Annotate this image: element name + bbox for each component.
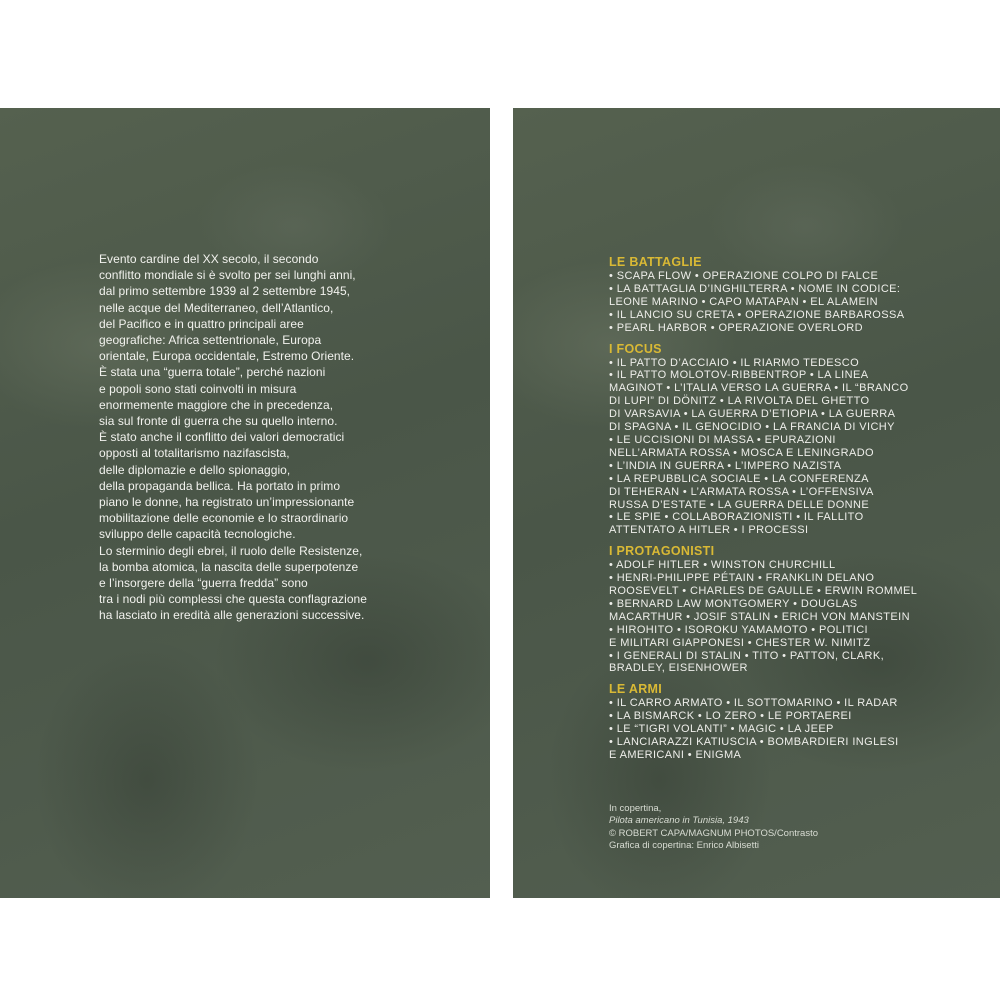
credit-copyright: © ROBERT CAPA/MAGNUM PHOTOS/Contrasto: [609, 827, 819, 839]
section-armi: [609, 682, 919, 762]
section-title: I FOCUS: [609, 341, 662, 356]
page-gutter: [490, 108, 513, 898]
series-contents: [609, 255, 919, 769]
section-protagonisti: [609, 544, 919, 675]
section-focus: [609, 342, 919, 538]
section-list: • IL CARRO ARMATO • IL SOTTOMARINO • IL RADAR • LA BISMARCK • LO ZERO • LE PORTAEREI • LE “TIGRI VOLANTI” • MAGIC • LA JEEP • LANCIARAZZI KATIUSCIA • BOMBARDIERI INGLESI E AMERICANI • ENIGMA: [609, 697, 899, 761]
credit-design: Grafica di copertina: Enrico Albisetti: [609, 839, 759, 851]
credit-photo-title: Pilota americano in Tunisia, 1943: [609, 815, 749, 827]
section-list: • SCAPA FLOW • OPERAZIONE COLPO DI FALCE • LA BATTAGLIA D’INGHILTERRA • NOME IN CODICE: LEONE MARINO • CAPO MATAPAN • EL ALAMEIN • IL LANCIO SU CRETA • OPERAZIONE BARBAROSSA • PEARL HARBOR • OPERAZIONE OVERLORD: [609, 270, 905, 334]
section-list: • ADOLF HITLER • WINSTON CHURCHILL • HENRI-PHILIPPE PÉTAIN • FRANKLIN DELANO ROOSEVELT • CHARLES DE GAULLE • ERWIN ROMMEL • BERNARD LAW MONTGOMERY • DOUGLAS MACARTHUR • JOSIF STALIN • ERICH VON MANSTEIN • HIROHITO • ISOROKU YAMAMOTO • POLITICI E MILITARI GIAPPONESI • CHESTER W. NIMITZ • I GENERALI DI STALIN • TITO • PATTON, CLARK, BRADLEY, EISENHOWER: [609, 559, 918, 675]
section-title: I PROTAGONISTI: [609, 544, 715, 559]
credit-line: In copertina,: [609, 803, 662, 814]
section-title: LE ARMI: [609, 682, 663, 697]
cover-blurb: Evento cardine del XX secolo, il secondo conflitto mondiale si è svolto per sei lunghi anni, dal primo settembre 1939 al 2 settembre 1945, nelle acque del Mediterraneo, dell’Atlantico, del Pacifico e in quattro principali aree geografiche: Africa settentrionale, Europa orientale, Europa occidentale, Estremo Oriente. È stata una “guerra totale”, perché nazioni e popoli sono stati coinvolti in misura enormemente maggiore che in precedenza, sia sul fronte di guerra che su quello interno. È stato anche il conflitto dei valori democratici opposti al totalitarismo nazifascista, delle diplomazie e dello spionaggio, della propaganda bellica. Ha portato in primo piano le donne, ha registrato un’impressionante mobilitazione delle economie e lo straordinario sviluppo delle capacità tecnologiche. Lo sterminio degli ebrei, il ruolo delle Resistenze, la bomba atomica, la nascita delle superpotenze e l’insorgere della “guerra fredda” sono tra i nodi più complessi che questa conflagrazione ha lasciato in eredità alle generazioni successive.: [99, 252, 367, 623]
section-list: • IL PATTO D’ACCIAIO • IL RIARMO TEDESCO • IL PATTO MOLOTOV-RIBBENTROP • LA LINEA MAGINOT • L’ITALIA VERSO LA GUERRA • IL “BRANCO DI LUPI” DI DÖNITZ • LA RIVOLTA DEL GHETTO DI VARSAVIA • LA GUERRA D’ETIOPIA • LA GUERRA DI SPAGNA • IL GENOCIDIO • LA FRANCIA DI VICHY • LE UCCISIONI DI MASSA • EPURAZIONI NELL’ARMATA ROSSA • MOSCA E LENINGRADO • L’INDIA IN GUERRA • L’IMPERO NAZISTA • LA REPUBBLICA SOCIALE • LA CONFERENZA DI TEHERAN • L’ARMATA ROSSA • L’OFFENSIVA RUSSA D’ESTATE • LA GUERRA DELLE DONNE • LE SPIE • COLLABORAZIONISTI • IL FALLITO ATTENTATO A HITLER • I PROCESSI: [609, 356, 909, 537]
cover-credits: [609, 803, 909, 852]
section-battaglie: [609, 255, 919, 335]
section-title: LE BATTAGLIE: [609, 255, 702, 269]
